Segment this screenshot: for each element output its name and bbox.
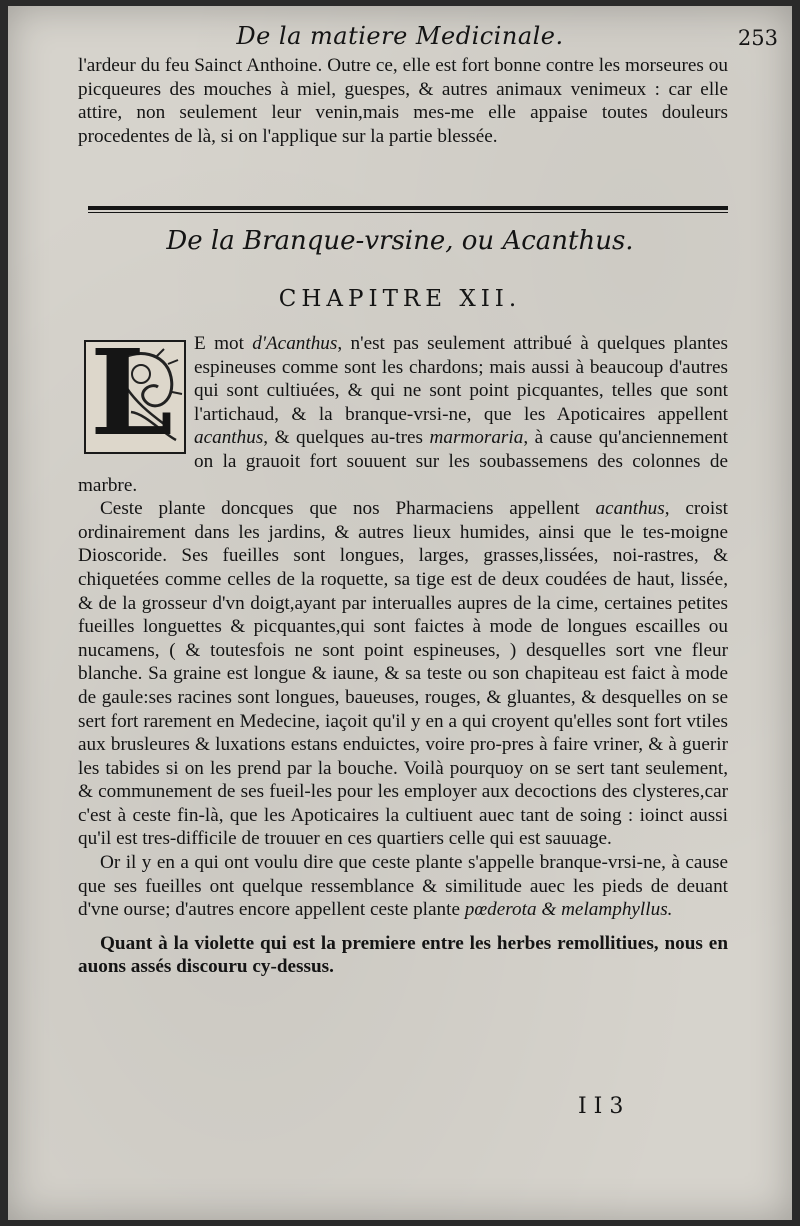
drop-cap-letter: L <box>90 323 173 462</box>
paragraph-1 <box>78 323 728 497</box>
book-page <box>8 6 792 1220</box>
p3-term-names: pœderota & melamphyllus. <box>464 899 673 921</box>
p2-term-acanthus: acanthus <box>595 498 665 520</box>
p2-text-a: Ceste plante doncques que nos Pharmaciens appellent <box>100 498 596 520</box>
chapter-heading: CHAPITRE XII. <box>278 286 522 312</box>
running-title: De la matiere Medicinale. <box>236 22 564 50</box>
top-paragraph-text: l'ardeur du feu Sainct Anthoine. Outre ce, elle est fort bonne contre les morseures ou picqueures des mouches à miel, guespes, & autres animaux venimeux : car elle attire, non seulement leur venin,mais mes-me elle appaise toutes douleurs procedentes de là, si on l'applique sur la partie blessée. <box>78 55 728 147</box>
chapter-body <box>78 323 728 979</box>
paragraph-2 <box>78 497 728 851</box>
p1-text-b: , n'est pas seulement attribué à quelques plantes espineuses comme sont les chardons; mais aussi à beaucoup d'autres qui sont cultiuées, & qui ne sont point picquantes, telles que sont l'artichaud, & la branque-vrsi-ne, que les Apoticaires appellent <box>194 333 728 425</box>
p1-term-acanthus-2: acanthus <box>194 427 264 449</box>
p1-term-marmoraria: marmoraria <box>429 427 524 449</box>
section-divider-rule <box>88 206 728 213</box>
section-title: De la Branque-vrsine, ou Acanthus. <box>166 226 634 256</box>
p2-text-b: , croist ordinairement dans les jardins, & autres lieux humides, ainsi que le tes-moigne Dioscoride. Ses fueilles sont longues, larges, grasses,lissées, noi-rastres, & chiquetées comme celles de la roquette, sa tige est de deux coudées de haut, lissée, & de la grosseur d'vn doigt,ayant par interualles aupres de la cime, certaines petites fueilles longuettes & picquantes,qui sont faictes à mode de longues escailles ou nucamens, ( & toutesfois ne sont point espineuses, ) desquelles sort vne fleur blanche. Sa graine est longue & iaune, & sa teste ou son chapiteau est faict à mode de gaule:ses racines sont longues, baueuses, rouges, & gluantes, & desquelles on se sert fort rarement en Medecine, iaçoit qu'il y en a qui croyent qu'elles sont fort vtiles aux brusleures & luxations estans enduictes, voire pro-pres à faire vriner, & à guerir les tabides si on les prend par la bouche. Voilà pourquoy on se sert tant seulement, & communement de ses fueil-les pour les employer aux decoctions des clysteres,car c'est à ceste fin-là, que les Apoticaires la cultiuent auec tant de soing : ioinct aussi qu'il est tres-difficile de trouuer en ces quartiers celle qui est sauuage. <box>78 498 728 850</box>
p1-text-d: , à cause qu'anciennement on la grauoit fort souuent sur les soubassemens des colonnes de marbre. <box>78 427 728 496</box>
p3-text-a: Or il y en a qui ont voulu dire que ceste plante s'appelle branque-vrsi-ne, à cause que ses fueilles ont quelque ressemblance & similitude auec les pieds de deuant d'vne ourse; d'autres encore appellent ceste plante <box>78 852 728 921</box>
p1-term-acanthus: d'Acanthus <box>252 333 338 354</box>
paragraph-4: Quant à la violette qui est la premiere entre les herbes remollitiues, nous en auons assés discouru cy-dessus. <box>78 932 728 978</box>
top-paragraph <box>78 54 728 148</box>
page-number: 253 <box>737 26 778 50</box>
paragraph-3 <box>78 851 728 922</box>
decorated-initial-icon <box>84 323 186 462</box>
p1-text-a: E mot <box>194 333 253 354</box>
p1-text-c: , & quelques au-tres <box>263 427 430 449</box>
signature-mark: I I 3 <box>578 1094 624 1119</box>
